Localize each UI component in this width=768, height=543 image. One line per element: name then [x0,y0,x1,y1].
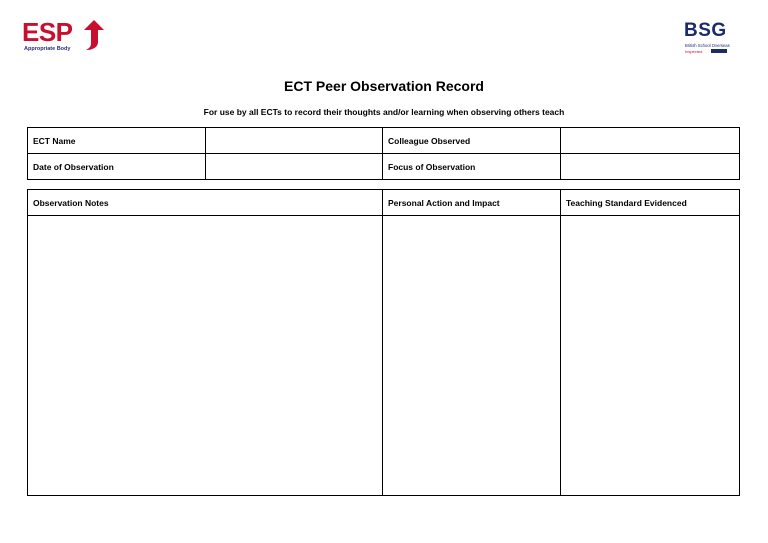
bsg-inspected-label: Inspected [685,49,703,54]
teaching-standard-field[interactable] [561,216,740,496]
esp-logo-subtext: Appropriate Body [24,46,71,52]
ect-name-label: ECT Name [28,128,206,154]
esp-logo [22,18,104,56]
colleague-observed-field[interactable] [561,128,740,154]
observation-header-row [28,190,740,216]
focus-of-observation-field[interactable] [561,154,740,180]
bsg-logo [684,20,746,60]
page-subtitle: For use by all ECTs to record their thoughts and/or learning when observing others teach [203,107,565,117]
ect-name-field[interactable] [206,128,383,154]
bsg-logo-text: BSG [684,20,727,41]
colleague-observed-label: Colleague Observed [383,128,561,154]
date-of-observation-field[interactable] [206,154,383,180]
bsg-logo-subtext: British School Overseas [685,43,730,48]
up-arrow-icon [84,20,104,50]
observation-notes-header: Observation Notes [28,190,383,216]
page-title: ECT Peer Observation Record [284,78,484,94]
bsg-badge [711,49,727,53]
personal-action-field[interactable] [383,216,561,496]
observation-body-row [28,216,740,496]
teaching-standard-header: Teaching Standard Evidenced [561,190,740,216]
personal-action-header: Personal Action and Impact [383,190,561,216]
details-row [28,128,740,154]
observation-notes-field[interactable] [28,216,383,496]
focus-of-observation-label: Focus of Observation [383,154,561,180]
details-table [27,127,740,180]
esp-logo-text: ESP [22,17,73,47]
details-row [28,154,740,180]
date-of-observation-label: Date of Observation [28,154,206,180]
observation-table [27,189,740,496]
